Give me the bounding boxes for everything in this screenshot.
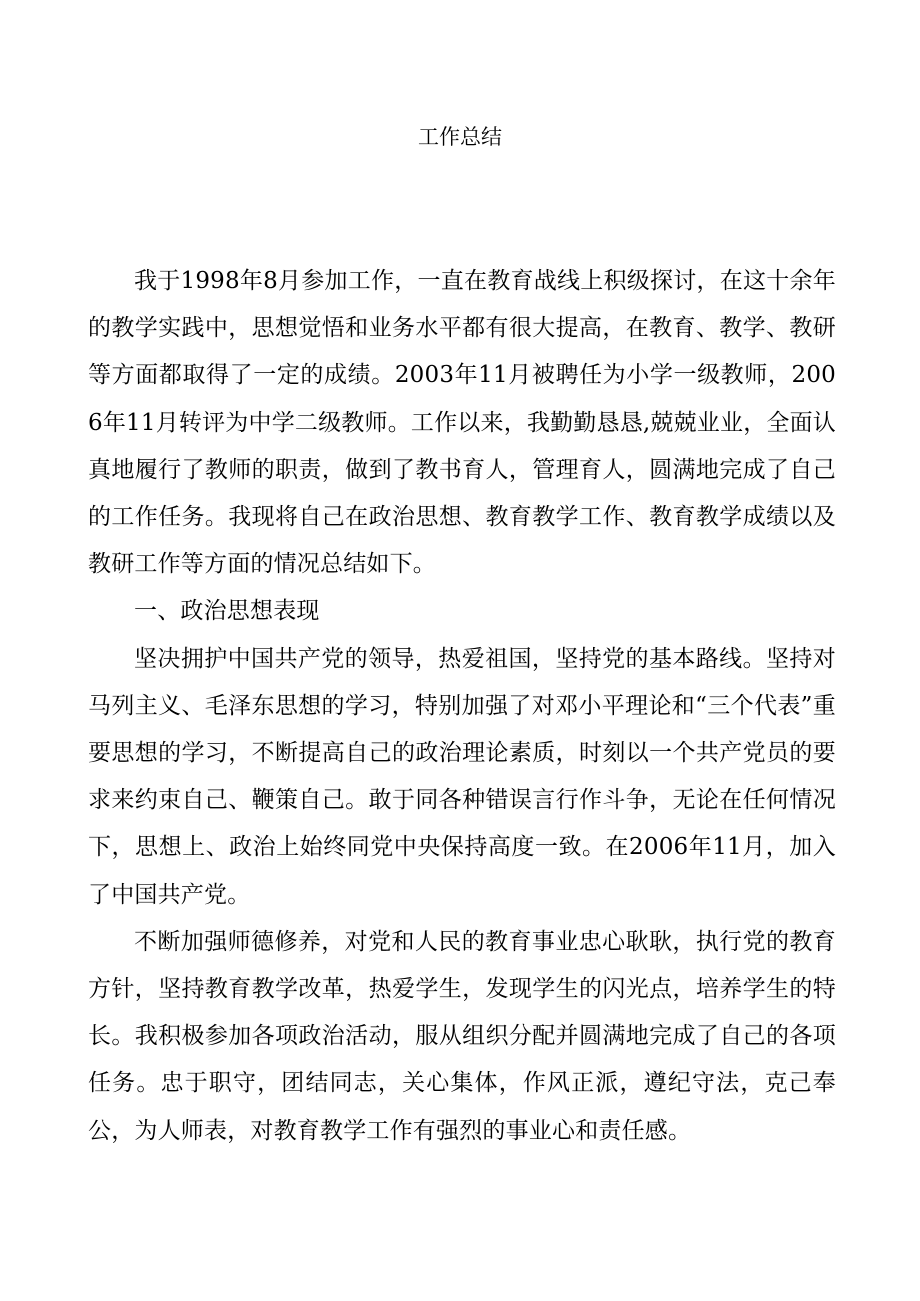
section-heading-politics: 一、政治思想表现 <box>134 598 320 625</box>
intro-paragraph: 我于1998年8月参加工作，一直在教育战线上积级探讨，在这十余年的教学实践中，思想觉悟和业务水平都有很大提高，在教育、教学、教研等方面都取得了一定的成绩。2003年11月被聘任为小学一级教师，2006年11月转评为中学二级教师。工作以来，我勤勤恳恳,兢兢业业，全面认真地履行了教师的职责，做到了教书育人，管理育人，圆满地完成了自己的工作任务。我现将自己在政治思想、教育教学工作、教育教学成绩以及教研工作等方面的情况总结如下。 <box>88 268 837 578</box>
politics-paragraph-2: 不断加强师德修养，对党和人民的教育事业忠心耿耿，执行党的教育方针，坚持教育教学改革，热爱学生，发现学生的闪光点，培养学生的特长。我积极参加各项政治活动，服从组织分配并圆满地完成了自己的各项任务。忠于职守，团结同志，关心集体，作风正派，遵纪守法，克己奉公，为人师表，对教育教学工作有强烈的事业心和责任感。 <box>88 928 836 1144</box>
document-body <box>88 258 836 1155</box>
politics-paragraph-1: 坚决拥护中国共产党的领导，热爱祖国，坚持党的基本路线。坚持对马列主义、毛泽东思想的学习，特别加强了对邓小平理论和“三个代表”重要思想的学习，不断提高自己的政治理论素质，时刻以一个共产党员的要求来约束自己、鞭策自己。敢于同各种错误言行作斗争，无论在任何情况下，思想上、政治上始终同党中央保持高度一致。在2006年11月，加入了中国共产党。 <box>88 645 836 908</box>
document-title: 工作总结 <box>418 125 502 149</box>
